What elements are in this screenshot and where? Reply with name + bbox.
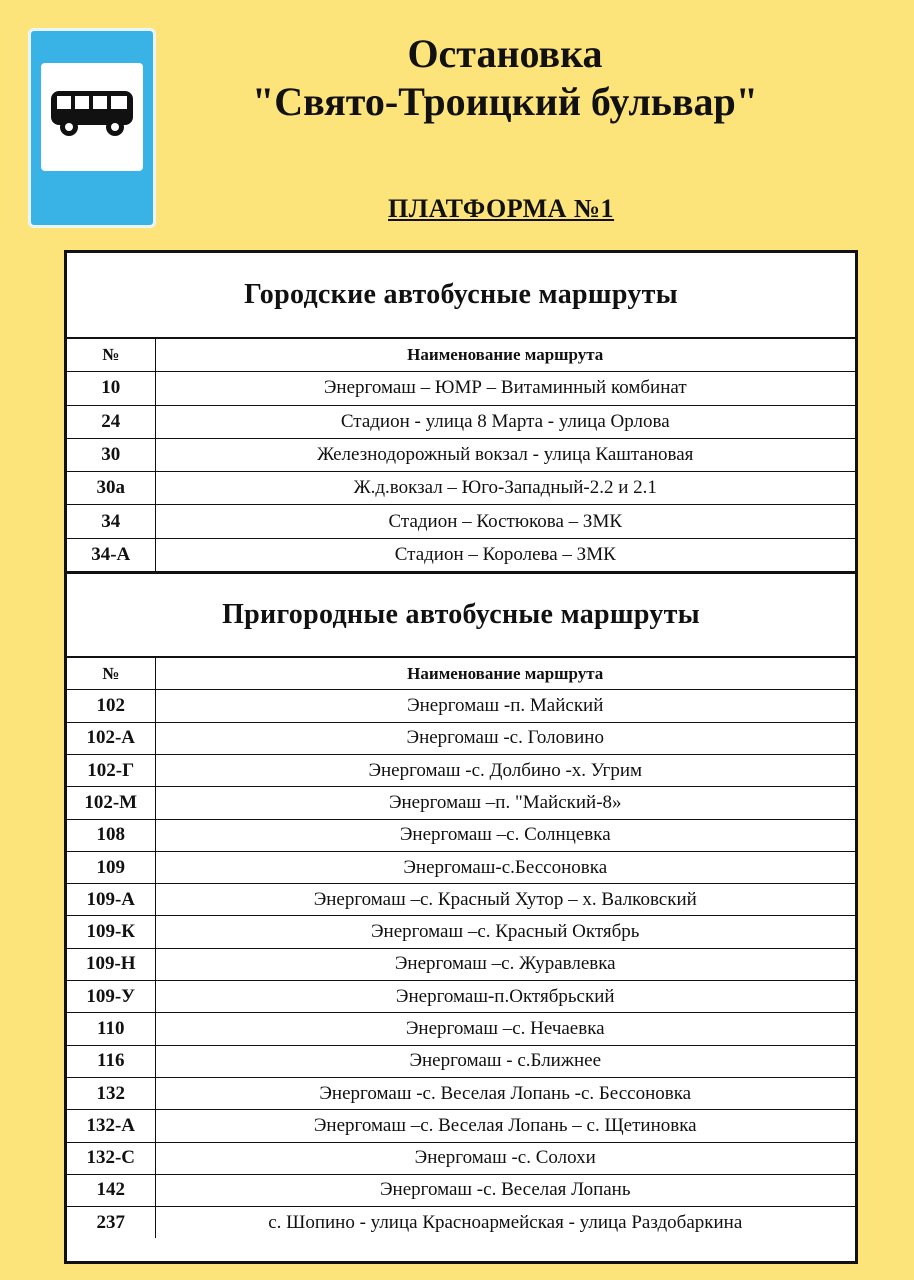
route-name: Энергомаш –с. Солнцевка [155, 819, 855, 851]
route-name: Энергомаш -с. Веселая Лопань -с. Бессоновка [155, 1077, 855, 1109]
route-name: Ж.д.вокзал – Юго-Западный-2.2 и 2.1 [155, 472, 855, 505]
route-number: 110 [67, 1013, 155, 1045]
route-name: Энергомаш – ЮМР – Витаминный комбинат [155, 372, 855, 405]
table-row [67, 981, 855, 1013]
table-row [67, 505, 855, 538]
route-number: 109-А [67, 884, 155, 916]
route-number: 237 [67, 1207, 155, 1239]
route-name: Энергомаш -с. Солохи [155, 1142, 855, 1174]
table-row [67, 722, 855, 754]
bus-icon [49, 89, 135, 139]
route-name: Стадион – Королева – ЗМК [155, 538, 855, 571]
header-number: № [67, 658, 155, 690]
route-name: Энергомаш -п. Майский [155, 690, 855, 722]
table-row [67, 405, 855, 438]
table-row [67, 819, 855, 851]
table-row [67, 1077, 855, 1109]
platform-label: ПЛАТФОРМА №1 [388, 194, 615, 223]
route-number: 30 [67, 438, 155, 471]
route-name: Энергомаш –с. Красный Хутор – х. Валковский [155, 884, 855, 916]
route-name: Энергомаш –с. Веселая Лопань – с. Щетиновка [155, 1110, 855, 1142]
route-number: 109-К [67, 916, 155, 948]
route-name: Энергомаш –с. Журавлевка [155, 948, 855, 980]
table-row [67, 754, 855, 786]
route-number: 102 [67, 690, 155, 722]
header-number: № [67, 339, 155, 372]
table-row [67, 438, 855, 471]
bus-stop-sign [28, 28, 156, 228]
table-row [67, 851, 855, 883]
route-name: Энергомаш -с. Веселая Лопань [155, 1174, 855, 1206]
suburban-routes-table [67, 658, 855, 1238]
table-row [67, 916, 855, 948]
city-routes-table [67, 339, 855, 572]
routes-board [64, 250, 858, 1264]
table-row [67, 1207, 855, 1239]
route-number: 108 [67, 819, 155, 851]
route-name: Стадион - улица 8 Марта - улица Орлова [155, 405, 855, 438]
sign-plate [41, 63, 143, 171]
route-number: 102-М [67, 787, 155, 819]
route-name: Железнодорожный вокзал - улица Каштановая [155, 438, 855, 471]
table-row [67, 884, 855, 916]
route-number: 132-А [67, 1110, 155, 1142]
route-number: 132-С [67, 1142, 155, 1174]
table-row [67, 1013, 855, 1045]
table-row [67, 787, 855, 819]
route-number: 109-У [67, 981, 155, 1013]
route-number: 102-А [67, 722, 155, 754]
table-row [67, 1142, 855, 1174]
title-line-2: "Свято-Троицкий бульвар" [251, 79, 758, 124]
table-row [67, 472, 855, 505]
stop-title [200, 30, 810, 126]
table-row [67, 690, 855, 722]
route-number: 30а [67, 472, 155, 505]
route-name: Стадион – Костюкова – ЗМК [155, 505, 855, 538]
route-number: 116 [67, 1045, 155, 1077]
table-row [67, 1045, 855, 1077]
table-row [67, 538, 855, 571]
route-number: 34 [67, 505, 155, 538]
title-line-1: Остановка [407, 31, 603, 76]
table-row [67, 372, 855, 405]
route-number: 109 [67, 851, 155, 883]
route-name: Энергомаш -с. Долбино -х. Угрим [155, 754, 855, 786]
route-name: с. Шопино - улица Красноармейская - улица Раздобаркина [155, 1207, 855, 1239]
route-name: Энергомаш - с.Ближнее [155, 1045, 855, 1077]
route-name: Энергомаш-с.Бессоновка [155, 851, 855, 883]
route-number: 142 [67, 1174, 155, 1206]
route-number: 132 [67, 1077, 155, 1109]
table-row [67, 1174, 855, 1206]
table-header-row [67, 658, 855, 690]
table-row [67, 948, 855, 980]
table-header-row [67, 339, 855, 372]
table-row [67, 1110, 855, 1142]
route-name: Энергомаш –с. Нечаевка [155, 1013, 855, 1045]
route-number: 102-Г [67, 754, 155, 786]
route-name: Энергомаш-п.Октябрьский [155, 981, 855, 1013]
route-name: Энергомаш –с. Красный Октябрь [155, 916, 855, 948]
header-route-name: Наименование маршрута [155, 658, 855, 690]
route-name: Энергомаш –п. "Майский-8» [155, 787, 855, 819]
suburban-routes-title: Пригородные автобусные маршруты [67, 572, 855, 658]
route-number: 34-А [67, 538, 155, 571]
city-routes-title: Городские автобусные маршруты [67, 253, 855, 339]
route-number: 24 [67, 405, 155, 438]
route-name: Энергомаш -с. Головино [155, 722, 855, 754]
route-number: 10 [67, 372, 155, 405]
route-number: 109-Н [67, 948, 155, 980]
header-route-name: Наименование маршрута [155, 339, 855, 372]
